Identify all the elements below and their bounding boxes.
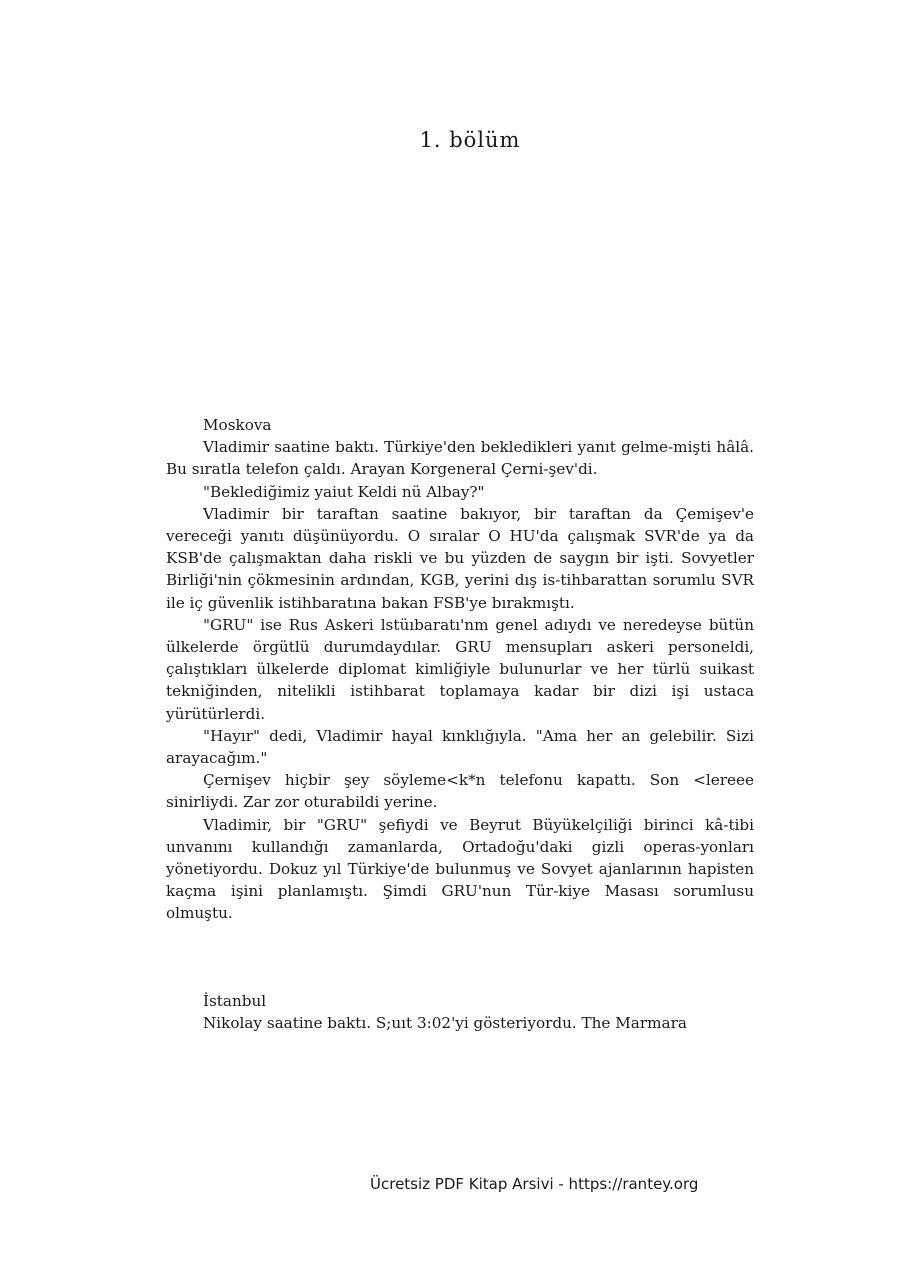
paragraph: Nikolay saatine baktı. S;uıt 3:02'yi gösteriyordu. The Marmara <box>203 1014 687 1033</box>
chapter-title: 1. bölüm <box>419 128 521 152</box>
paragraph: "Beklediğimiz yaiut Keldi nü Albay?" <box>203 482 485 501</box>
paragraph: Çernişev hiçbir şey söyleme<k*n telefonu kapattı. Son <lereee sinirliydi. Zar zor oturabildi yerine. <box>166 771 754 812</box>
paragraph: Vladimir, bir "GRU" şefiydi ve Beyrut Büyükelçiliği birinci kâ-tibi unvanını kullandığı zamanlarda, Ortadoğu'daki gizli operas-yonları yönetiyordu. Dokuz yıl Türkiye'de bulunmuş ve Sovyet ajanlarının hapisten kaçma işini planlamıştı. Şimdi GRU'nun Tür-kiye Masası sorumlusu olmuştu. <box>166 815 754 923</box>
footer-text: Ücretsiz PDF Kitap Arsivi - https://rantey.org <box>370 1175 699 1193</box>
section-heading: İstanbul <box>203 992 267 1010</box>
paragraph: Vladimir saatine baktı. Türkiye'den bekledikleri yanıt gelme-mişti hâlâ. Bu sıratla telefon çaldı. Arayan Korgeneral Çerni-şev'di. <box>166 438 754 479</box>
paragraph: "GRU" ise Rus Askeri lstüıbaratı'nm genel adıydı ve neredeyse bütün ülkelerde örgütlü durumdaydılar. GRU mensupları askeri personeldi, çalıştıkları ülkelerde diplomat kimliğiyle bulunurlar ve her türlü suikast tekniğinden, nitelikli istihbarat toplamaya kadar bir dizi işi ustaca yürütürlerdi. <box>166 615 754 723</box>
section-istanbul <box>166 990 754 1034</box>
section-moskova <box>166 414 754 925</box>
paragraph: Vladimir bir taraftan saatine bakıyor, bir taraftan da Çemişev'e vereceği yanıtı düşünüyordu. O sıralar O HU'da çalışmak SVR'de ya da KSB'de çalışmaktan daha riskli ve bu yüzden de saygın bir işti. Sovyetler Birliği'nin çökmesinin ardından, KGB, yerini dış is-tihbarattan sorumlu SVR ile iç güvenlik istihbaratına bakan FSB'ye bırakmıştı. <box>166 504 754 612</box>
section-heading: Moskova <box>203 416 272 434</box>
paragraph: "Hayır" dedi, Vladimir hayal kınklığıyla. "Ama her an gelebilir. Sizi arayacağım." <box>166 726 754 768</box>
